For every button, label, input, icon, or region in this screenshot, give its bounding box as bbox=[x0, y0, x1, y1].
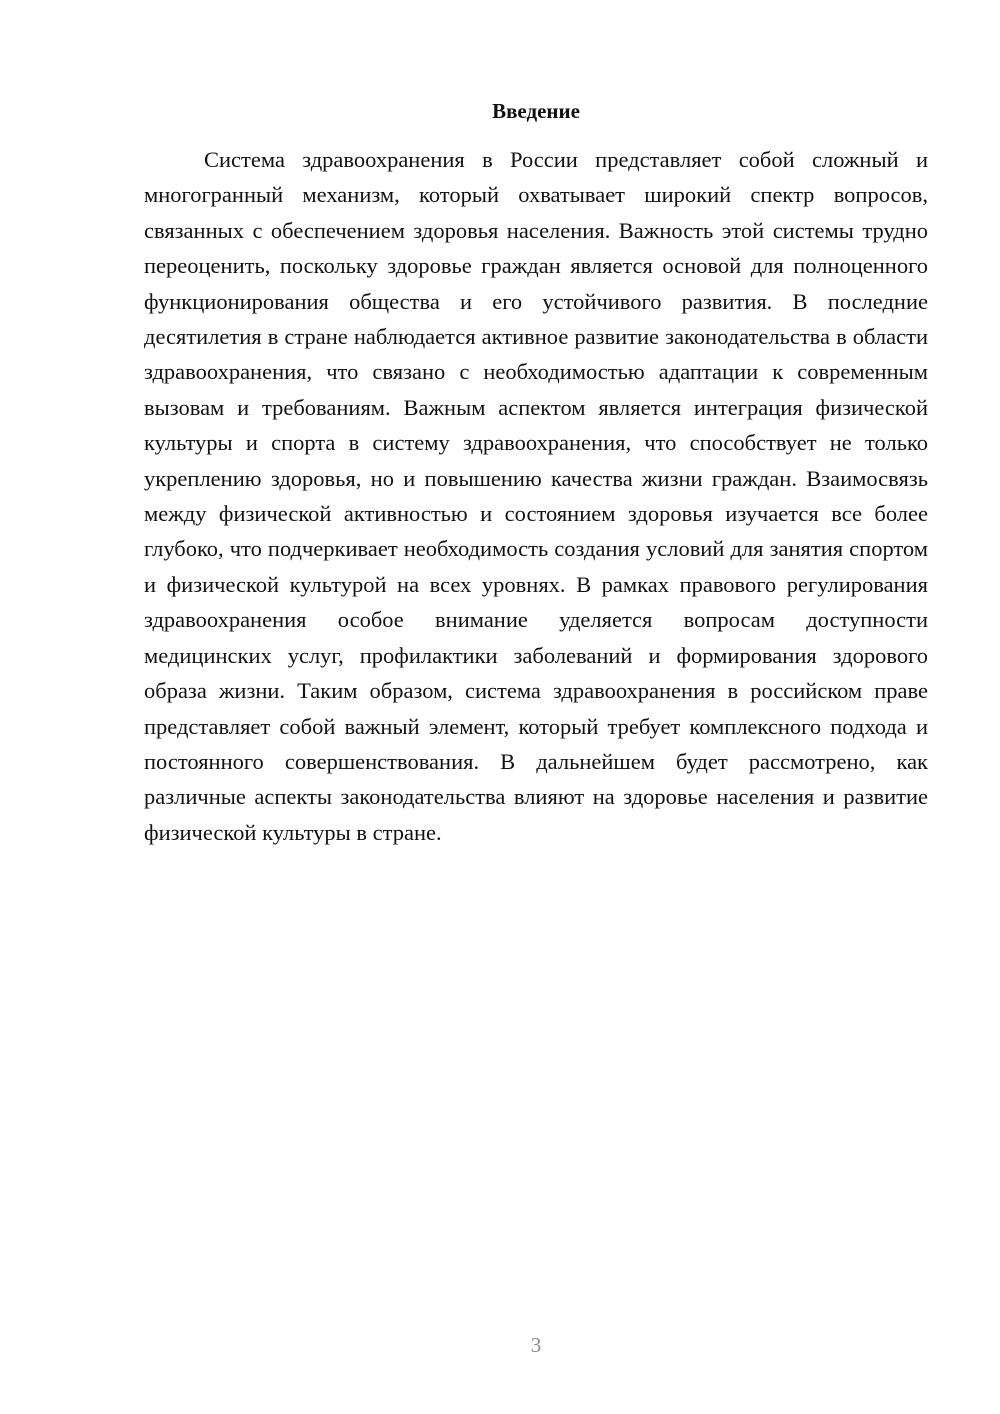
section-title: Введение bbox=[492, 99, 580, 123]
page-number: 3 bbox=[530, 1333, 542, 1357]
body-paragraph: Система здравоохранения в России представляет собой сложный и многогранный механизм, который охватывает широкий спектр вопросов, связанных с обеспечением здоровья населения. Важность этой системы трудно переоценить, поскольку здоровье граждан является основой для полноценного функционирования общества и его устойчивого развития. В последние десятилетия в стране наблюдается активное развитие законодательства в области здравоохранения, что связано с необходимостью адаптации к современным вызовам и требованиям. Важным аспектом является интеграция физической культуры и спорта в систему здравоохранения, что способствует не только укреплению здоровья, но и повышению качества жизни граждан. Взаимосвязь между физической активностью и состоянием здоровья изучается все более глубоко, что подчеркивает необходимость создания условий для занятия спортом и физической культурой на всех уровнях. В рамках правового регулирования здравоохранения особое внимание уделяется вопросам доступности медицинских услуг, профилактики заболеваний и формирования здорового образа жизни. Таким образом, система здравоохранения в российском праве представляет собой важный элемент, который требует комплексного подхода и постоянного совершенствования. В дальнейшем будет рассмотрено, как различные аспекты законодательства влияют на здоровье населения и развитие физической культуры в стране. bbox=[144, 147, 928, 845]
